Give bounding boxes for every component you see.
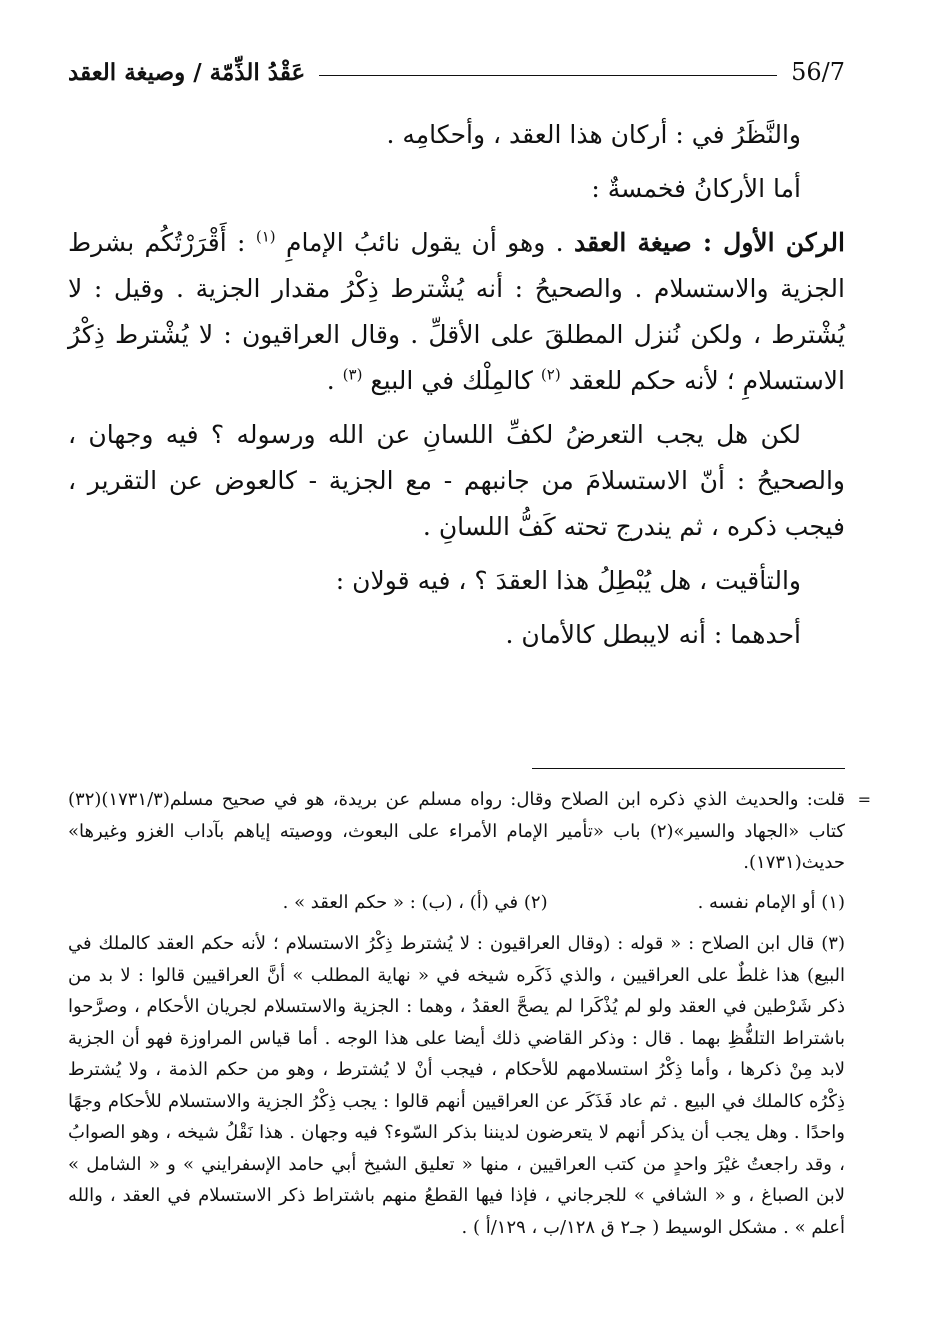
paragraph-4: لكن هل يجب التعرضُ لكفِّ اللسانِ عن الله ورسوله ؟ فيه وجهان ، والصحيحُ : أنّ الاستسلامَ من جانبهم - مع الجزية - كالعوض عن التقرير ، فيجب ذكره ، ثم يندرج تحته كَفُّ اللسانِ . bbox=[68, 420, 845, 541]
paragraph-3-text-a: . وهو أن يقول نائبُ الإمامِ bbox=[275, 228, 574, 257]
footnote-ref-1[interactable]: (١) bbox=[255, 227, 276, 246]
footnote-row bbox=[68, 887, 845, 919]
running-title: عَقْدُ الذِّمّة / وصيغة العقد bbox=[68, 59, 306, 86]
page-number: 56/7 bbox=[791, 58, 845, 86]
footnote-ref-3[interactable]: (٣) bbox=[342, 365, 363, 384]
footnote-separator bbox=[532, 768, 845, 769]
continuation-mark: = bbox=[857, 790, 871, 809]
paragraph-2: أما الأركانُ فخمسةٌ : bbox=[591, 174, 801, 203]
paragraph-5: والتأقيت ، هل يُبْطِلُ هذا العقدَ ؟ ، فيه قولان : bbox=[335, 566, 801, 595]
paragraph-1: والنَّظَرُ في : أركان هذا العقد ، وأحكامِه . bbox=[386, 120, 801, 149]
footnote-ref-2[interactable]: (٢) bbox=[540, 365, 561, 384]
main-text bbox=[68, 112, 845, 658]
paragraph-6: أحدهما : أنه لايبطل كالأمان . bbox=[505, 620, 801, 649]
footnote-2: (٢) في (أ) ، (ب) : « حكم العقد » . bbox=[282, 891, 548, 913]
paragraph-3-text-d: . bbox=[326, 366, 343, 395]
footnote-3: (٣) قال ابن الصلاح : « قوله : (وقال العراقيون : لا يُشترط ذِكْرُ الاستسلام ؛ لأنه حكم العقد كالملك في البيع) هذا غلطٌ على العراقيين ، والذي ذَكَره شيخه في « نهاية المطلب » أنَّ العراقيين قالوا : لا بد من ذكر شَرْطين في العقد ولو لم يُذْكَرا لم يصحَّ العقدُ ، وهما : الجزية والاستسلام لجريان الأحكام ، وصرَّحوا باشتراط التلفُّظِ بهما . قال : وذكر القاضي ذلك أيضا على هذا الوجه . أما قياس المراوزة فهو أن الجزية لابد مِنْ ذكرها ، وأما ذِكْرُ استسلامهم للأحكام ، فيجب أنْ لا يُشترط ، وهو من حكم الذمة ، ولا يُشترط ذِكْرُه كالملك في البيع . ثم عاد فَذَكَر عن العراقيين أنهم قالوا : يجب ذِكْرُ الجزية والاستسلام للأحكام وجهًا واحدًا . وهل يجب أن يذكر أنهم لا يتعرضون لديننا بذكر السّوء؟ فيه وجهان . هذا نَقْلُ شيخه ، وهو الصوابُ ، وقد راجعتُ غيْرَ واحدٍ من كتب العراقيين ، منها « تعليق الشيخ أبي حامد الإسفرايني » و « الشامل » لابن الصباغ ، و « الشافي » للجرجاني ، فإذا فيها القطعُ منهم باشتراط ذكر الاستسلام في العقد ، والله أعلم » . مشكل الوسيط ( جـ٢ ق ١٢٨/ب ، ١٢٩/أ ) . bbox=[68, 933, 845, 1238]
footnote-1: (١) أو الإمام نفسه . bbox=[697, 891, 845, 913]
footnote-continuation: قلت: والحديث الذي ذكره ابن الصلاح وقال: رواه مسلم عن بريدة، هو في صحيح مسلم(١٧٣١/٣)(٣٢) كتاب «الجهاد والسير»(٢) باب «تأمير الإمام الأمراء على البعوث، ووصيته إياهم بآداب الغزو وغيرها» حديث(١٧٣١). bbox=[68, 789, 846, 873]
header-rule bbox=[319, 75, 777, 76]
paragraph-3-text-c: كالمِلْك في البيع bbox=[362, 366, 541, 395]
footnotes bbox=[68, 784, 871, 1243]
running-header bbox=[68, 40, 845, 86]
book-page bbox=[68, 40, 871, 1238]
paragraph-3 bbox=[68, 220, 845, 404]
section-heading: الركن الأول : صيغة العقد bbox=[573, 228, 845, 257]
paragraph-3-text-b: : أَقْرَرْتُكُم بشرط الجزية والاستسلام . والصحيحُ : أنه يُشْترط ذِكْرُ مقدار الجزية . وقيل : لا يُشْترط ، ولكن نُنزل المطلقَ على الأقلِّ . وقال العراقيون : لا يُشْترط ذِكْرُ الاستسلامِ ؛ لأنه حكم للعقد bbox=[68, 228, 845, 395]
